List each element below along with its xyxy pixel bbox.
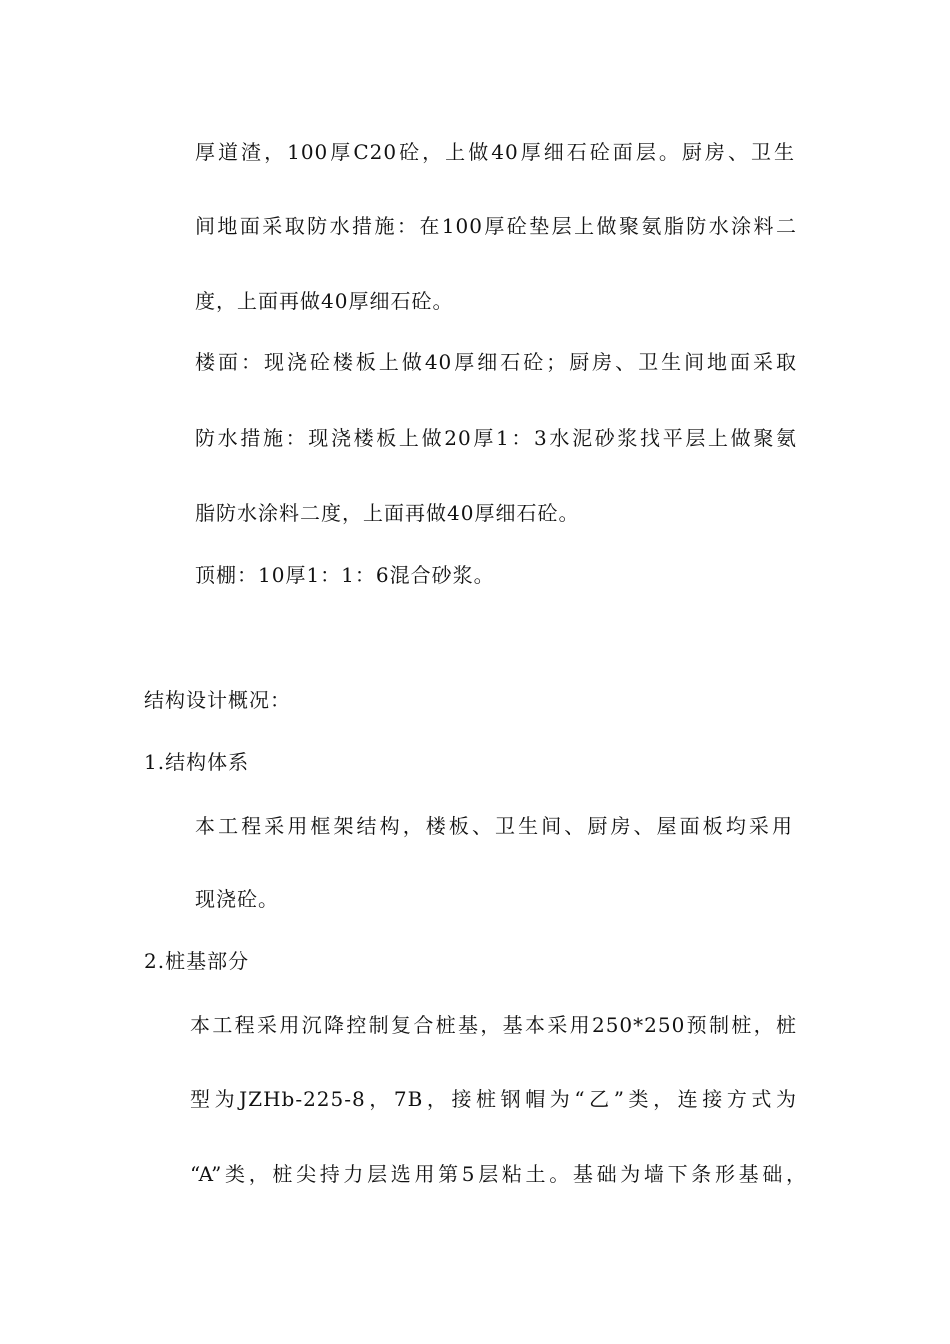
text-line-3: 度，上面再做40厚细石砼。 [195,289,454,313]
text-line-2: 间地面采取防水措施：在100厚砼垫层上做聚氨脂防水涂料二 [195,214,797,238]
text-line-5: 防水措施：现浇楼板上做20厚1：3水泥砂浆找平层上做聚氨 [195,426,797,450]
text-line-6: 脂防水涂料二度，上面再做40厚细石砼。 [195,501,580,525]
subsection-heading-1: 1.结构体系 [144,750,250,774]
text-line-15: “A”类，桩尖持力层选用第5层粘土。基础为墙下条形基础， [190,1162,807,1186]
section-heading-structure: 结构设计概况： [144,688,291,712]
text-line-14: 型为JZHb-225-8，7B，接桩钢帽为“乙”类，连接方式为 [190,1087,797,1111]
text-line-4: 楼面：现浇砼楼板上做40厚细石砼；厨房、卫生间地面采取 [195,350,797,374]
text-line-11: 现浇砼。 [195,887,279,911]
subsection-heading-2: 2.桩基部分 [144,949,250,973]
text-line-1: 厚道渣，100厚C20砼，上做40厚细石砼面层。厨房、卫生 [195,140,795,164]
text-line-10: 本工程采用框架结构，楼板、卫生间、厨房、屋面板均采用 [195,814,793,838]
text-line-7: 顶棚：10厚1：1：6混合砂浆。 [195,563,495,587]
text-line-13: 本工程采用沉降控制复合桩基，基本采用250*250预制桩，桩 [190,1013,797,1037]
